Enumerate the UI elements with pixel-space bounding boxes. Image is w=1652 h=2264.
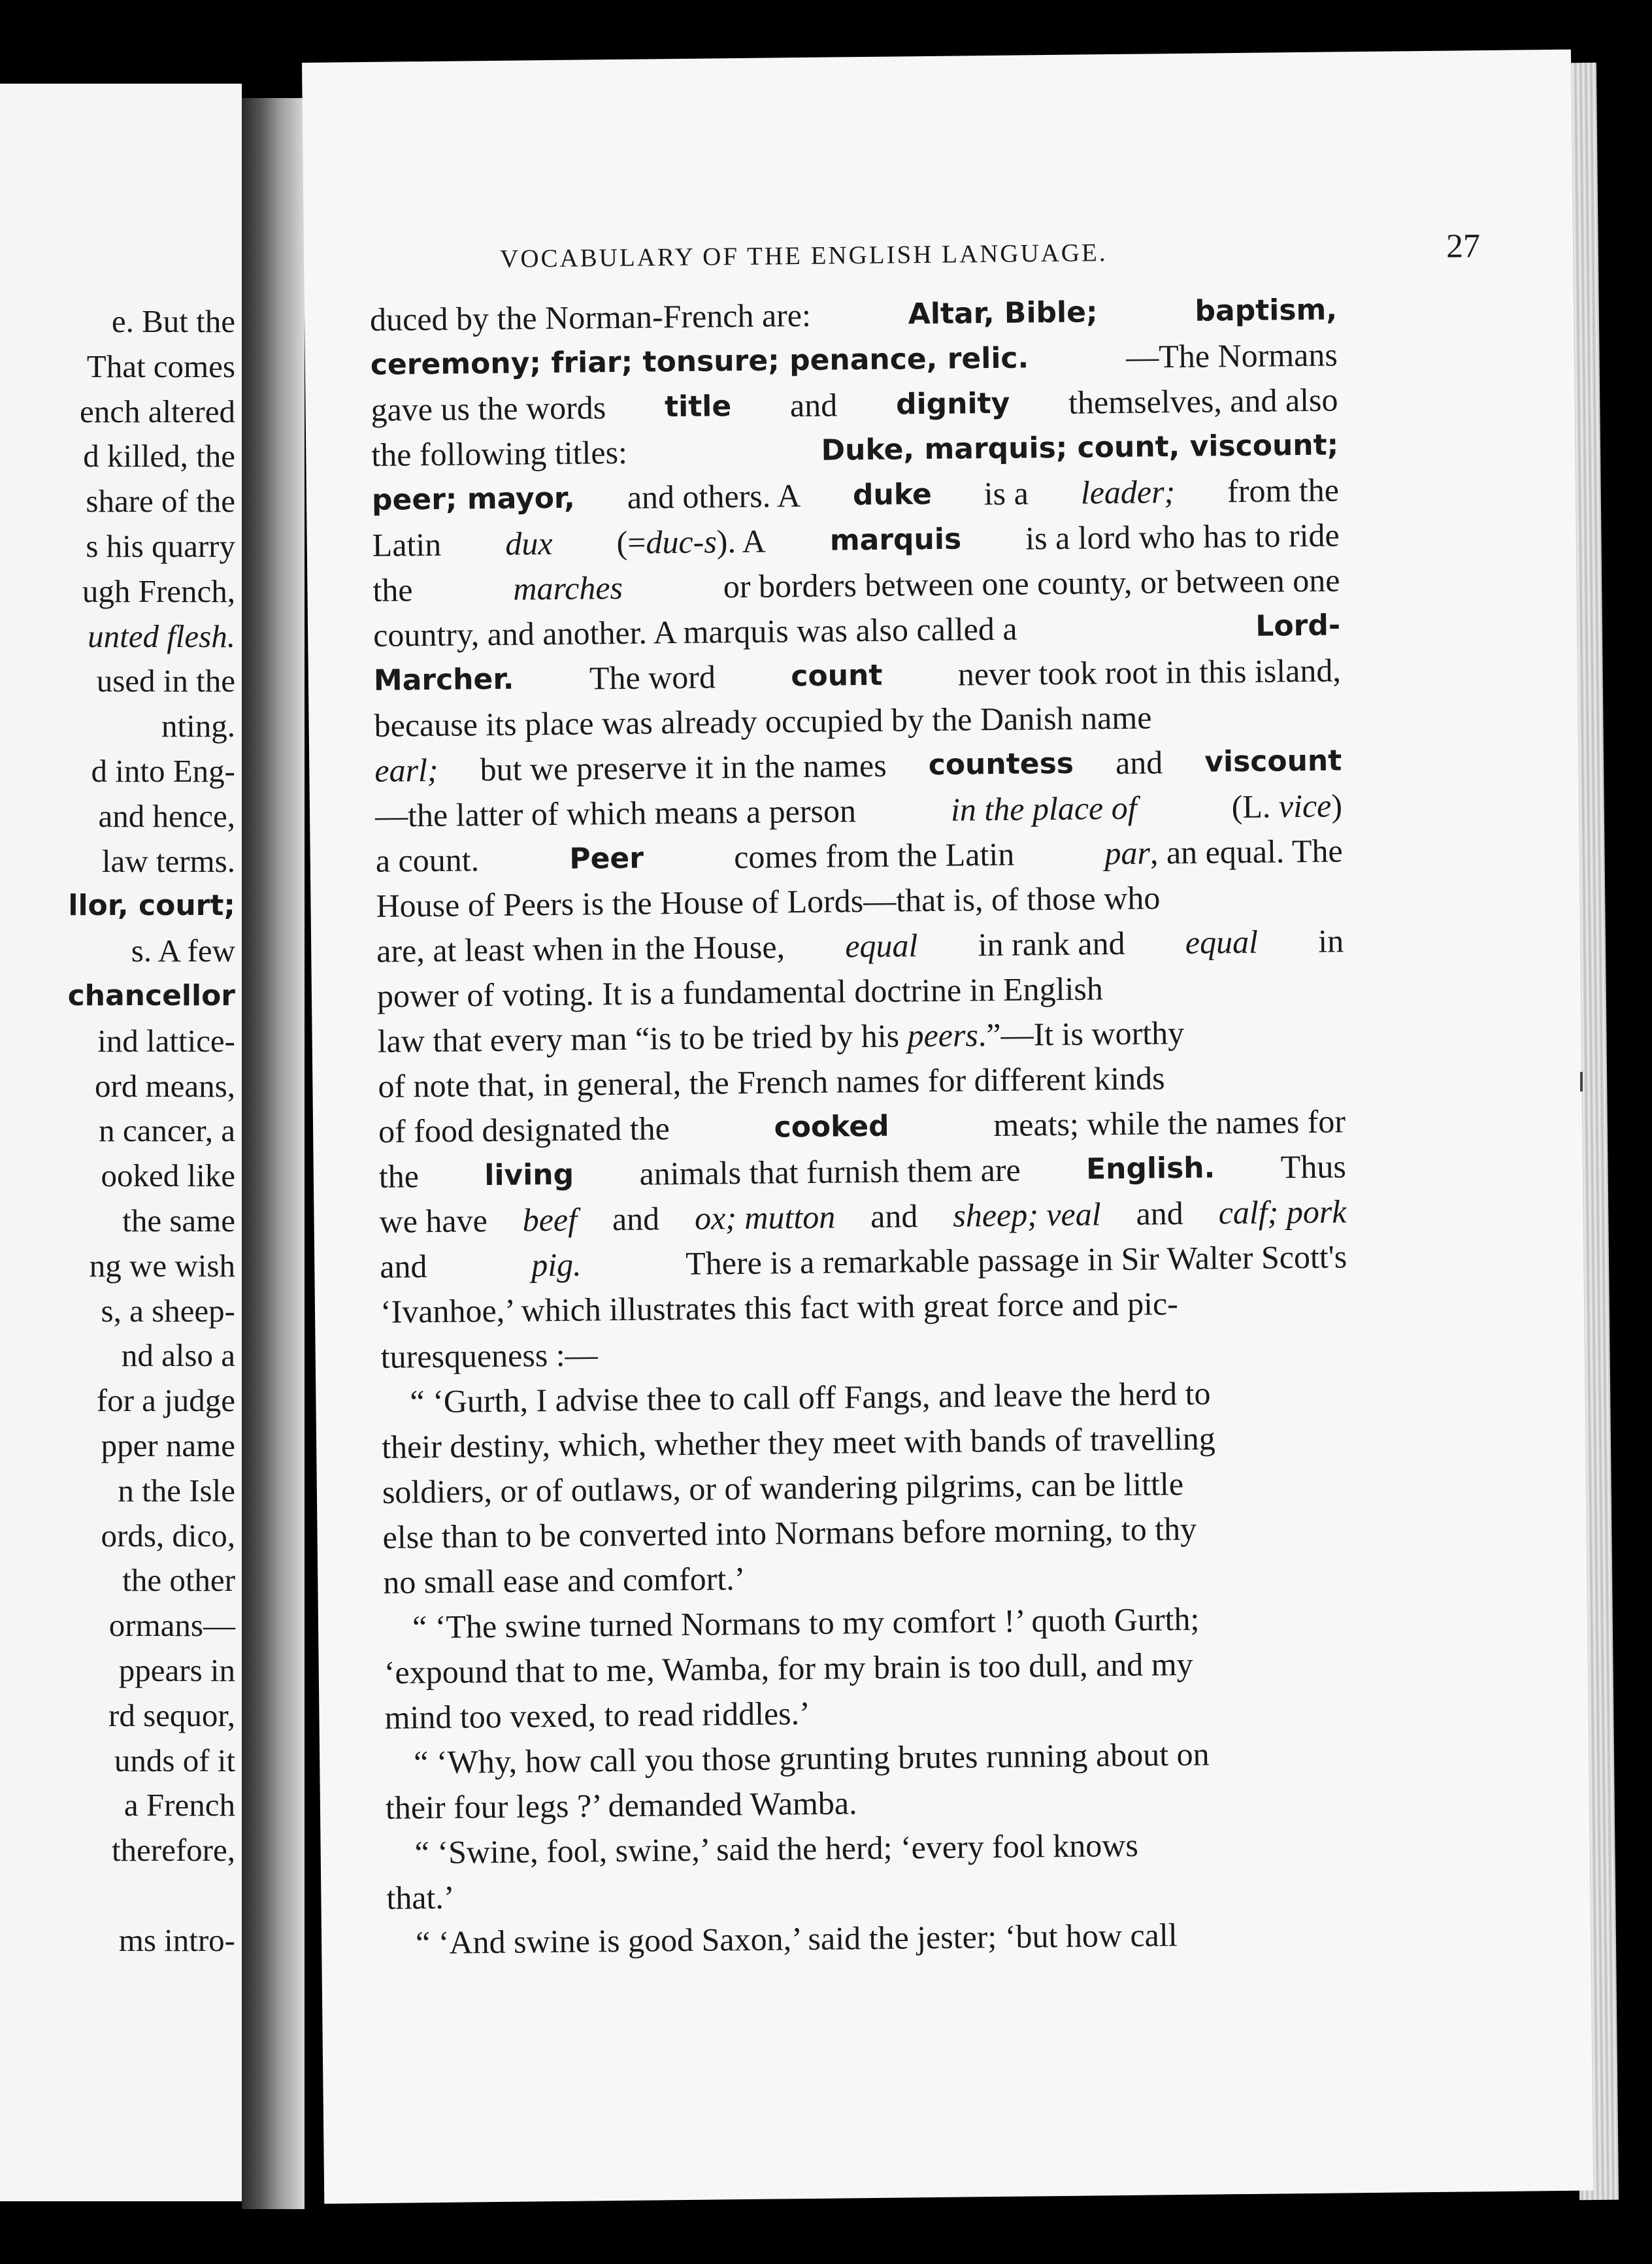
facing-line: pper name	[101, 1427, 235, 1463]
facing-line: used in the	[96, 663, 235, 699]
facing-line: unted flesh.	[88, 618, 235, 654]
text-line: are, at least when in the House, equal in rank and equal in	[376, 922, 1344, 969]
facing-line: That comes	[86, 348, 235, 384]
facing-line: unds of it	[114, 1742, 235, 1778]
text-line: “ ‘Why, how call you those grunting brutes running about on	[413, 1735, 1210, 1781]
text-line: duced by the Norman-French are: Altar, Bible; baptism,	[369, 293, 1338, 338]
text-line: ‘Ivanhoe,’ which illustrates this fact with great force and pic-	[380, 1285, 1179, 1330]
facing-line: therefore,	[111, 1832, 235, 1869]
text-line: the living animals that furnish them are English. Thus	[378, 1148, 1347, 1195]
text-line: House of Peers is the House of Lords—that is, of those who	[376, 879, 1161, 924]
text-line: their four legs ?’ demanded Wamba.	[385, 1784, 857, 1826]
facing-line: ench altered	[79, 393, 235, 429]
main-page	[302, 50, 1593, 2204]
facing-line: the same	[122, 1202, 235, 1239]
text-line: “ ‘Gurth, I advise thee to call off Fangs, and leave the herd to	[410, 1374, 1211, 1420]
text-line: of note that, in general, the French names for different kinds	[378, 1059, 1165, 1105]
facing-page-text	[0, 299, 235, 1963]
facing-line: ormans—	[108, 1607, 235, 1644]
text-line: —the latter of which means a person in the place of (L. vice)	[374, 787, 1343, 834]
text-line: their destiny, which, whether they meet with bands of travelling	[381, 1420, 1216, 1465]
facing-line: law terms.	[101, 842, 235, 879]
body-text	[370, 287, 1355, 1965]
facing-line: n cancer, a	[99, 1112, 235, 1149]
text-line: gave us the words title and dignity themselves, and also	[371, 381, 1338, 428]
facing-line: ind lattice-	[97, 1022, 235, 1059]
facing-line: e. But the	[111, 303, 235, 339]
facing-line: a French	[124, 1787, 235, 1823]
text-line: the following titles: Duke, marquis; count, viscount;	[371, 428, 1339, 473]
facing-line: ugh French,	[82, 573, 235, 609]
text-line: because its place was already occupied by the Danish name	[374, 699, 1152, 744]
text-line: law that every man “is to be tried by his peers.”—It is worthy	[377, 1014, 1185, 1059]
facing-line: and hence,	[98, 797, 235, 834]
text-line: ceremony; friar; tonsure; penance, relic. —The Normans	[370, 336, 1338, 382]
facing-page	[0, 84, 242, 2201]
text-line: and pig. There is a remarkable passage in Sir Walter Scott's	[380, 1238, 1347, 1285]
page-number: 27	[1446, 227, 1481, 265]
text-line: country, and another. A marquis was also called a Lord-	[372, 608, 1341, 654]
text-line: soldiers, or of outlaws, or of wandering pilgrims, can be little	[382, 1465, 1184, 1510]
book-gutter	[242, 98, 305, 2209]
margin-mark	[1580, 1072, 1583, 1091]
running-head-title: VOCABULARY OF THE ENGLISH LANGUAGE.	[499, 239, 1108, 273]
text-line: Latin dux (=duc-s). A marquis is a lord who has to ride	[372, 516, 1340, 563]
text-line: no small ease and comfort.’	[383, 1560, 746, 1601]
facing-line: nd also a	[121, 1337, 235, 1374]
facing-line: llor, court;	[68, 889, 235, 923]
text-line: Marcher. The word count never took root in this island,	[373, 652, 1342, 697]
facing-line: ms intro-	[118, 1922, 235, 1958]
text-line: the marches or borders between one county, or between one	[372, 561, 1340, 608]
text-line: else than to be converted into Normans before morning, to thy	[382, 1510, 1197, 1556]
facing-line: s, a sheep-	[101, 1292, 235, 1329]
text-line: earl; but we preserve it in the names countess and viscount	[374, 744, 1342, 789]
facing-line: d killed, the	[83, 438, 235, 474]
facing-line: ooked like	[101, 1157, 235, 1194]
facing-line: rd sequor,	[108, 1697, 235, 1733]
text-line: “ ‘The swine turned Normans to my comfort !’ quoth Gurth;	[412, 1600, 1200, 1646]
facing-line: n the Isle	[118, 1472, 235, 1508]
facing-line	[0, 1873, 235, 1918]
text-line: peer; mayor, and others. A duke is a leader; from the	[371, 471, 1340, 517]
text-line: turesqueness :—	[380, 1336, 598, 1375]
facing-line: ng we wish	[89, 1247, 235, 1284]
facing-line: nting.	[161, 708, 235, 744]
facing-line: share of the	[86, 483, 235, 520]
text-line: of food designated the cooked meats; while the names for	[378, 1103, 1346, 1150]
facing-line: s. A few	[131, 933, 235, 969]
running-head	[500, 227, 1481, 276]
facing-line: ppears in	[118, 1652, 235, 1688]
text-line: “ ‘And swine is good Saxon,’ said the jester; ‘but how call	[415, 1916, 1178, 1961]
text-line: ‘expound that to me, Wamba, for my brain is too dull, and my	[384, 1645, 1193, 1691]
facing-line: d into Eng-	[91, 752, 235, 789]
text-line: power of voting. It is a fundamental doctrine in English	[376, 970, 1104, 1014]
facing-line: ord means,	[95, 1067, 235, 1104]
facing-line: for a judge	[96, 1382, 235, 1419]
text-line: that.’	[386, 1878, 455, 1916]
text-line: “ ‘Swine, fool, swine,’ said the herd; ‘every fool knows	[414, 1826, 1139, 1871]
facing-line: chancellor	[67, 978, 235, 1012]
text-line: a count. Peer comes from the Latin par, an equal. The	[375, 832, 1343, 879]
text-line: we have beef and ox; mutton and sheep; veal and calf; pork	[379, 1193, 1347, 1240]
facing-line: ords, dico,	[101, 1517, 235, 1554]
facing-line: the other	[122, 1562, 235, 1599]
facing-line: s his quarry	[86, 527, 235, 564]
text-line: mind too vexed, to read riddles.’	[384, 1694, 811, 1736]
